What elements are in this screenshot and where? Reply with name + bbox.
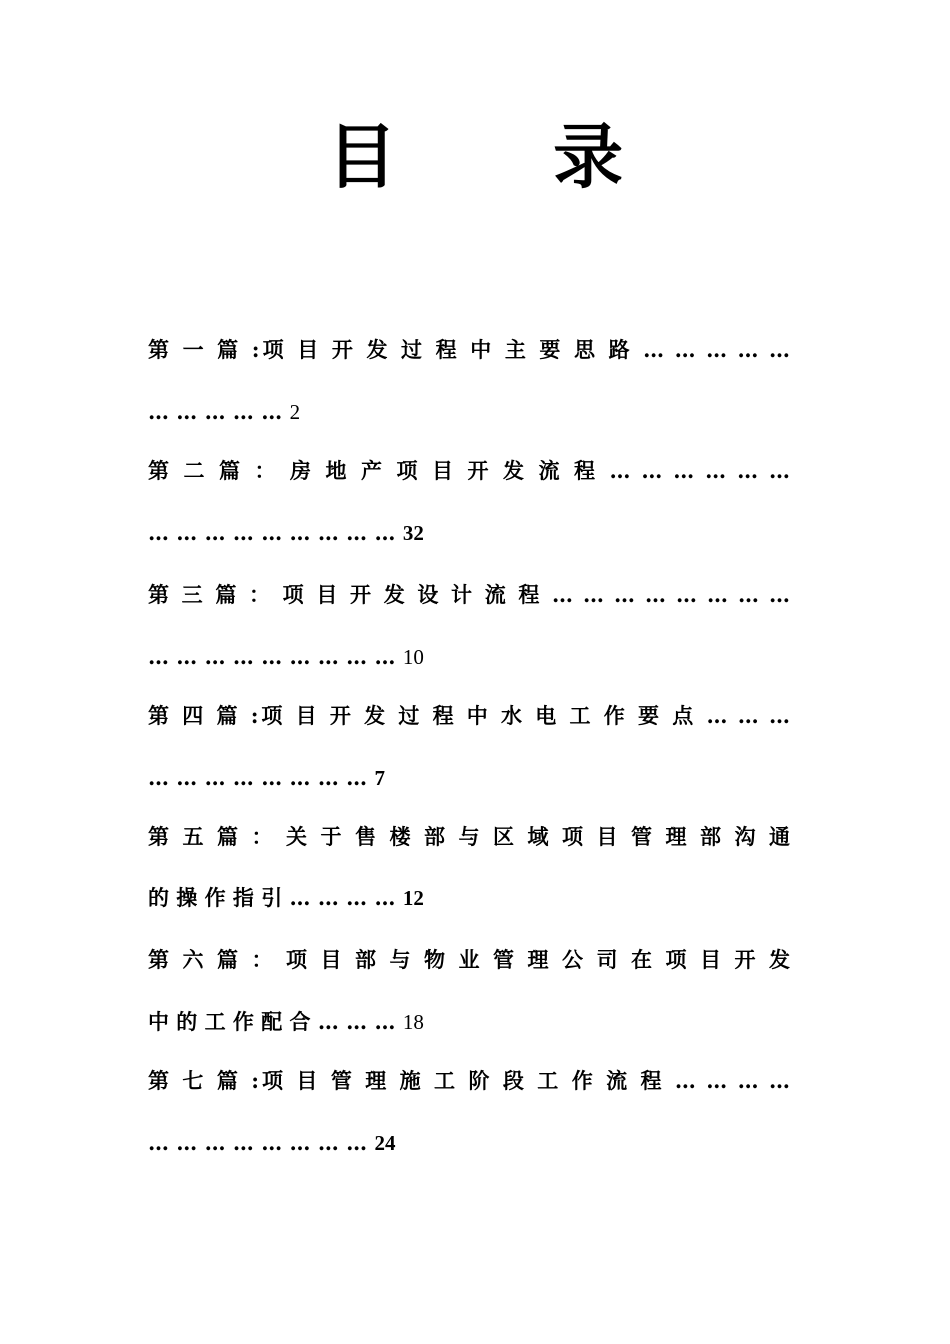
toc-leader: 中 的 工 作 配 合 … … … [148, 1009, 403, 1034]
page-title: 目 录 [326, 115, 690, 198]
toc-page-number: 10 [402, 645, 424, 669]
toc-page-number: 2 [289, 400, 301, 424]
toc-entry-continuation [148, 883, 790, 913]
toc-leader: 的 操 作 指 引 … … … … [148, 885, 403, 910]
toc-entry-title: 第 七 篇 :项 目 管 理 施 工 阶 段 工 作 流 程 … … … … [148, 1068, 790, 1093]
toc-leader: … … … … … … … … [148, 1130, 375, 1155]
toc-leader: … … … … … [148, 399, 290, 424]
toc-entry-continuation [148, 1128, 790, 1158]
toc-entry-continuation [148, 763, 790, 793]
toc-entry-continuation [148, 397, 790, 427]
toc-entry-continuation [148, 1007, 790, 1037]
toc-page-number: 7 [374, 766, 385, 790]
toc-page-number: 32 [402, 521, 424, 545]
toc-leader: … … … … … … … … … [148, 644, 403, 669]
toc-page-number: 24 [374, 1131, 396, 1155]
toc-entry-continuation [148, 642, 790, 672]
toc-entry-title: 第 四 篇 :项 目 开 发 过 程 中 水 电 工 作 要 点 … … … [148, 703, 790, 728]
toc-leader: … … … … … … … … … [148, 520, 403, 545]
toc-entry-continuation [148, 518, 790, 548]
toc-entry-title: 第 二 篇 ： 房 地 产 项 目 开 发 流 程 … … … … … … [148, 458, 790, 483]
toc-page-number: 18 [402, 1010, 424, 1034]
toc-entry-title: 第 三 篇 ： 项 目 开 发 设 计 流 程 … … … … … … … … [148, 582, 790, 607]
toc-leader: … … … … … … … … [148, 765, 375, 790]
toc-entry-title: 第 五 篇 ： 关 于 售 楼 部 与 区 域 项 目 管 理 部 沟 通 [148, 824, 790, 849]
toc-page-number: 12 [402, 886, 424, 910]
toc-entry-title: 第 六 篇 ： 项 目 部 与 物 业 管 理 公 司 在 项 目 开 发 [148, 947, 790, 972]
toc-entry-title: 第 一 篇 :项 目 开 发 过 程 中 主 要 思 路 … … … … … [148, 337, 790, 362]
